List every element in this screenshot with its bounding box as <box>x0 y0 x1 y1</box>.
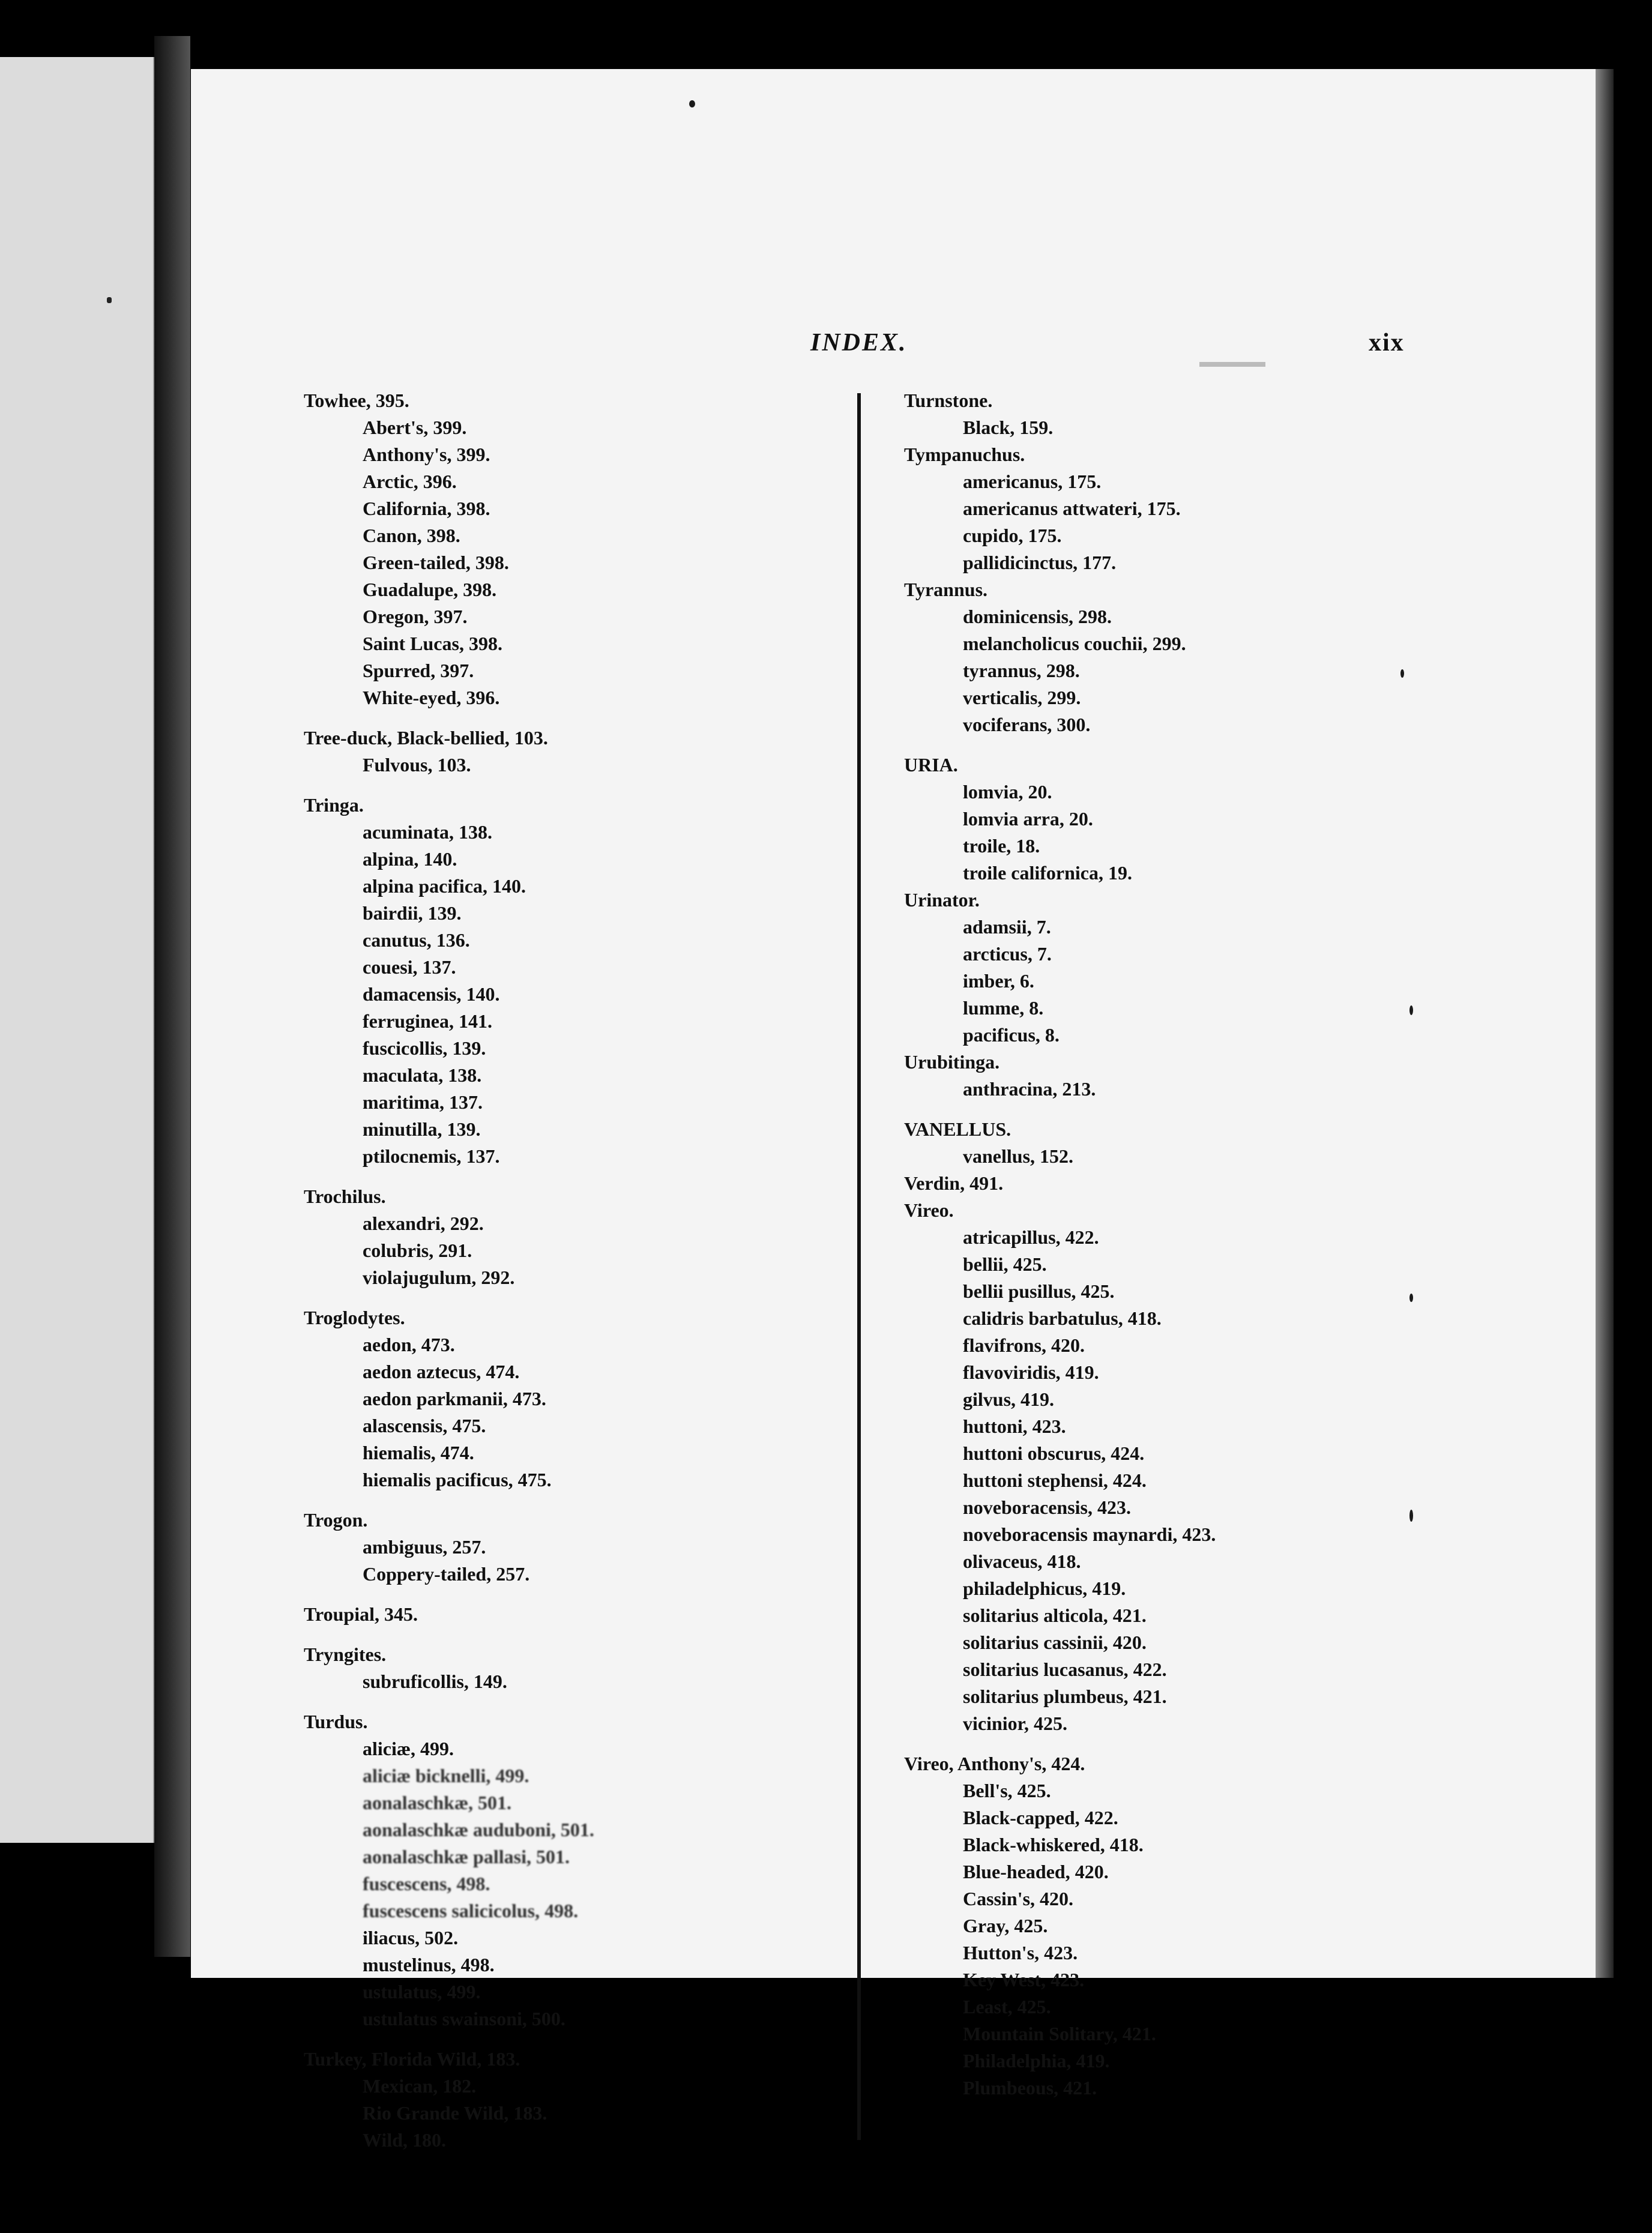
index-subentry: lumme, 8. <box>963 997 1044 1019</box>
index-subentry: Hutton's, 423. <box>963 1942 1078 1963</box>
index-heading-entry: Trogon. <box>304 1509 368 1531</box>
index-subentry: Rio Grande Wild, 183. <box>363 2102 547 2124</box>
index-subentry: gilvus, 419. <box>963 1388 1055 1410</box>
index-heading-entry: Tringa. <box>304 794 364 816</box>
index-subentry: Plumbeous, 421. <box>963 2077 1097 2099</box>
index-subentry: melancholicus couchii, 299. <box>963 633 1186 654</box>
index-subentry: ptilocnemis, 137. <box>363 1145 500 1167</box>
index-subentry: solitarius alticola, 421. <box>963 1605 1147 1626</box>
index-subentry: aliciæ, 499. <box>363 1738 454 1759</box>
page-title: INDEX. <box>810 329 908 357</box>
index-heading-entry: Towhee, 395. <box>304 390 409 411</box>
index-subentry: olivaceus, 418. <box>963 1550 1081 1572</box>
index-subentry: huttoni stephensi, 424. <box>963 1469 1147 1491</box>
index-subentry: hiemalis pacificus, 475. <box>363 1469 552 1490</box>
index-subentry: hiemalis, 474. <box>363 1442 474 1463</box>
index-subentry: noveboracensis maynardi, 423. <box>963 1523 1216 1545</box>
index-subentry: ambiguus, 257. <box>363 1536 486 1558</box>
index-subentry: Green-tailed, 398. <box>363 552 509 573</box>
index-subentry: dominicensis, 298. <box>963 606 1112 627</box>
index-heading-entry: Verdin, 491. <box>904 1172 1004 1194</box>
index-subentry: Bell's, 425. <box>963 1780 1051 1801</box>
facing-page-edge <box>0 57 154 1843</box>
index-page <box>191 69 1596 2151</box>
index-subentry: subruficollis, 149. <box>363 1671 507 1692</box>
entry-spacer <box>304 1170 844 1183</box>
index-subentry: huttoni obscurus, 424. <box>963 1442 1145 1464</box>
index-subentry: Black, 159. <box>963 417 1054 438</box>
index-subentry: americanus, 175. <box>963 471 1102 492</box>
index-subentry: Anthony's, 399. <box>363 444 490 465</box>
index-subentry: Guadalupe, 398. <box>363 579 497 600</box>
entry-spacer <box>304 1588 844 1601</box>
index-subentry: colubris, 291. <box>363 1240 472 1261</box>
entry-spacer <box>304 1291 844 1304</box>
index-subentry: Arctic, 396. <box>363 471 457 492</box>
index-subentry: anthracina, 213. <box>963 1078 1096 1100</box>
index-subentry: arcticus, 7. <box>963 943 1052 965</box>
index-heading-entry: URIA. <box>904 754 958 776</box>
index-column-left <box>304 387 844 2154</box>
entry-spacer <box>304 1628 844 1641</box>
entry-spacer <box>904 738 1474 752</box>
index-subentry: verticalis, 299. <box>963 687 1081 708</box>
index-subentry: couesi, 137. <box>363 956 456 978</box>
index-subentry: alascensis, 475. <box>363 1415 486 1436</box>
index-subentry: lomvia, 20. <box>963 781 1052 803</box>
index-heading-entry: Tree-duck, Black-bellied, 103. <box>304 727 548 749</box>
index-subentry: philadelphicus, 419. <box>963 1578 1126 1599</box>
index-subentry: Least, 425. <box>963 1996 1051 2018</box>
index-subentry: Coppery-tailed, 257. <box>363 1563 530 1585</box>
index-subentry: Blue-headed, 420. <box>963 1861 1109 1882</box>
index-subentry: bellii, 425. <box>963 1253 1047 1275</box>
entry-spacer <box>304 779 844 792</box>
index-subentry: Mexican, 182. <box>363 2075 477 2097</box>
index-subentry: vociferans, 300. <box>963 714 1091 735</box>
index-subentry: lomvia arra, 20. <box>963 808 1093 830</box>
index-subentry: pallidicinctus, 177. <box>963 552 1117 573</box>
index-heading-entry: Turnstone. <box>904 390 993 411</box>
index-heading-entry: Tryngites. <box>304 1644 387 1665</box>
index-subentry: atricapillus, 422. <box>963 1226 1099 1248</box>
index-subentry: pacificus, 8. <box>963 1024 1060 1046</box>
print-smudge <box>1199 362 1265 367</box>
index-heading-entry: Turdus. <box>304 1711 368 1732</box>
index-subentry: Philadelphia, 419. <box>963 2050 1110 2072</box>
index-subentry: alpina pacifica, 140. <box>363 875 526 897</box>
index-subentry: vanellus, 152. <box>963 1145 1074 1167</box>
ink-speck <box>107 297 112 303</box>
index-subentry: alexandri, 292. <box>363 1213 484 1234</box>
index-subentry: acuminata, 138. <box>363 821 492 843</box>
index-heading-entry: Turkey, Florida Wild, 183. <box>304 2048 520 2070</box>
index-subentry: ustulatus swainsoni, 500. <box>363 2008 565 2030</box>
index-subentry: adamsii, 7. <box>963 916 1051 938</box>
index-subentry: aonalaschkæ pallasi, 501. <box>363 1846 570 1867</box>
index-subentry: Wild, 180. <box>363 2129 446 2151</box>
index-subentry: mustelinus, 498. <box>363 1954 495 1975</box>
index-subentry: Oregon, 397. <box>363 606 468 627</box>
index-subentry: solitarius plumbeus, 421. <box>963 1686 1167 1707</box>
index-subentry: Spurred, 397. <box>363 660 474 681</box>
book-gutter <box>154 36 190 1957</box>
index-subentry: canutus, 136. <box>363 929 470 951</box>
index-subentry: iliacus, 502. <box>363 1927 459 1948</box>
index-subentry: aedon, 473. <box>363 1334 455 1355</box>
index-subentry: Saint Lucas, 398. <box>363 633 502 654</box>
index-heading-entry: VANELLUS. <box>904 1118 1011 1140</box>
index-subentry: flavifrons, 420. <box>963 1334 1085 1356</box>
index-subentry: fuscicollis, 139. <box>363 1037 486 1059</box>
index-column-right <box>904 387 1474 2102</box>
index-heading-entry: Troupial, 345. <box>304 1603 418 1625</box>
index-subentry: ferruginea, 141. <box>363 1010 492 1032</box>
index-subentry: americanus attwateri, 175. <box>963 498 1181 519</box>
index-subentry: aedon aztecus, 474. <box>363 1361 520 1382</box>
index-subentry: White-eyed, 396. <box>363 687 500 708</box>
index-subentry: Fulvous, 103. <box>363 754 471 776</box>
index-subentry: flavoviridis, 419. <box>963 1361 1099 1383</box>
index-subentry: solitarius lucasanus, 422. <box>963 1659 1167 1680</box>
column-divider <box>857 393 861 2140</box>
index-subentry: aliciæ bicknelli, 499. <box>363 1765 529 1786</box>
index-subentry: bellii pusillus, 425. <box>963 1280 1115 1302</box>
index-heading-entry: Vireo, Anthony's, 424. <box>904 1753 1085 1774</box>
index-subentry: ustulatus, 499. <box>363 1981 481 2002</box>
index-heading-entry: Urubitinga. <box>904 1051 1000 1073</box>
index-subentry: troile californica, 19. <box>963 862 1132 884</box>
running-header <box>191 328 1596 364</box>
index-heading-entry: Troglodytes. <box>304 1307 405 1328</box>
index-subentry: Mountain Solitary, 421. <box>963 2023 1156 2045</box>
index-heading-entry: Tympanuchus. <box>904 444 1025 465</box>
index-subentry: bairdii, 139. <box>363 902 462 924</box>
index-subentry: calidris barbatulus, 418. <box>963 1307 1162 1329</box>
entry-spacer <box>304 1695 844 1708</box>
index-subentry: noveboracensis, 423. <box>963 1496 1131 1518</box>
entry-spacer <box>304 2033 844 2046</box>
index-subentry: minutilla, 139. <box>363 1118 481 1140</box>
index-heading-entry: Trochilus. <box>304 1186 386 1207</box>
entry-spacer <box>304 1493 844 1507</box>
index-subentry: imber, 6. <box>963 970 1034 992</box>
index-subentry: Key West, 423. <box>963 1969 1085 1990</box>
ink-speck <box>689 100 695 107</box>
index-subentry: huttoni, 423. <box>963 1415 1066 1437</box>
index-subentry: Black-whiskered, 418. <box>963 1834 1144 1855</box>
index-subentry: aonalaschkæ, 501. <box>363 1792 512 1813</box>
entry-spacer <box>904 1103 1474 1116</box>
page-shadow-edge <box>1596 69 1614 1978</box>
index-subentry: aedon parkmanii, 473. <box>363 1388 546 1409</box>
index-subentry: Gray, 425. <box>963 1915 1048 1936</box>
index-subentry: maculata, 138. <box>363 1064 482 1086</box>
index-subentry: Canon, 398. <box>363 525 460 546</box>
index-subentry: California, 398. <box>363 498 490 519</box>
index-subentry: fuscescens salicicolus, 498. <box>363 1900 579 1921</box>
index-heading-entry: Urinator. <box>904 889 980 911</box>
page-number: xix <box>1369 329 1405 357</box>
index-subentry: alpina, 140. <box>363 848 457 870</box>
index-subentry: Cassin's, 420. <box>963 1888 1074 1909</box>
index-subentry: tyrannus, 298. <box>963 660 1080 681</box>
index-subentry: fuscescens, 498. <box>363 1873 490 1894</box>
index-subentry: violajugulum, 292. <box>363 1267 515 1288</box>
index-heading-entry: Tyrannus. <box>904 579 988 600</box>
index-subentry: Abert's, 399. <box>363 417 467 438</box>
index-subentry: Black-capped, 422. <box>963 1807 1118 1828</box>
index-subentry: vicinior, 425. <box>963 1713 1067 1734</box>
entry-spacer <box>304 711 844 725</box>
entry-spacer <box>904 1737 1474 1750</box>
index-subentry: troile, 18. <box>963 835 1040 857</box>
index-heading-entry: Vireo. <box>904 1199 954 1221</box>
index-subentry: aonalaschkæ auduboni, 501. <box>363 1819 594 1840</box>
index-subentry: damacensis, 140. <box>363 983 500 1005</box>
index-subentry: cupido, 175. <box>963 525 1062 546</box>
index-subentry: maritima, 137. <box>363 1091 483 1113</box>
index-subentry: solitarius cassinii, 420. <box>963 1632 1147 1653</box>
